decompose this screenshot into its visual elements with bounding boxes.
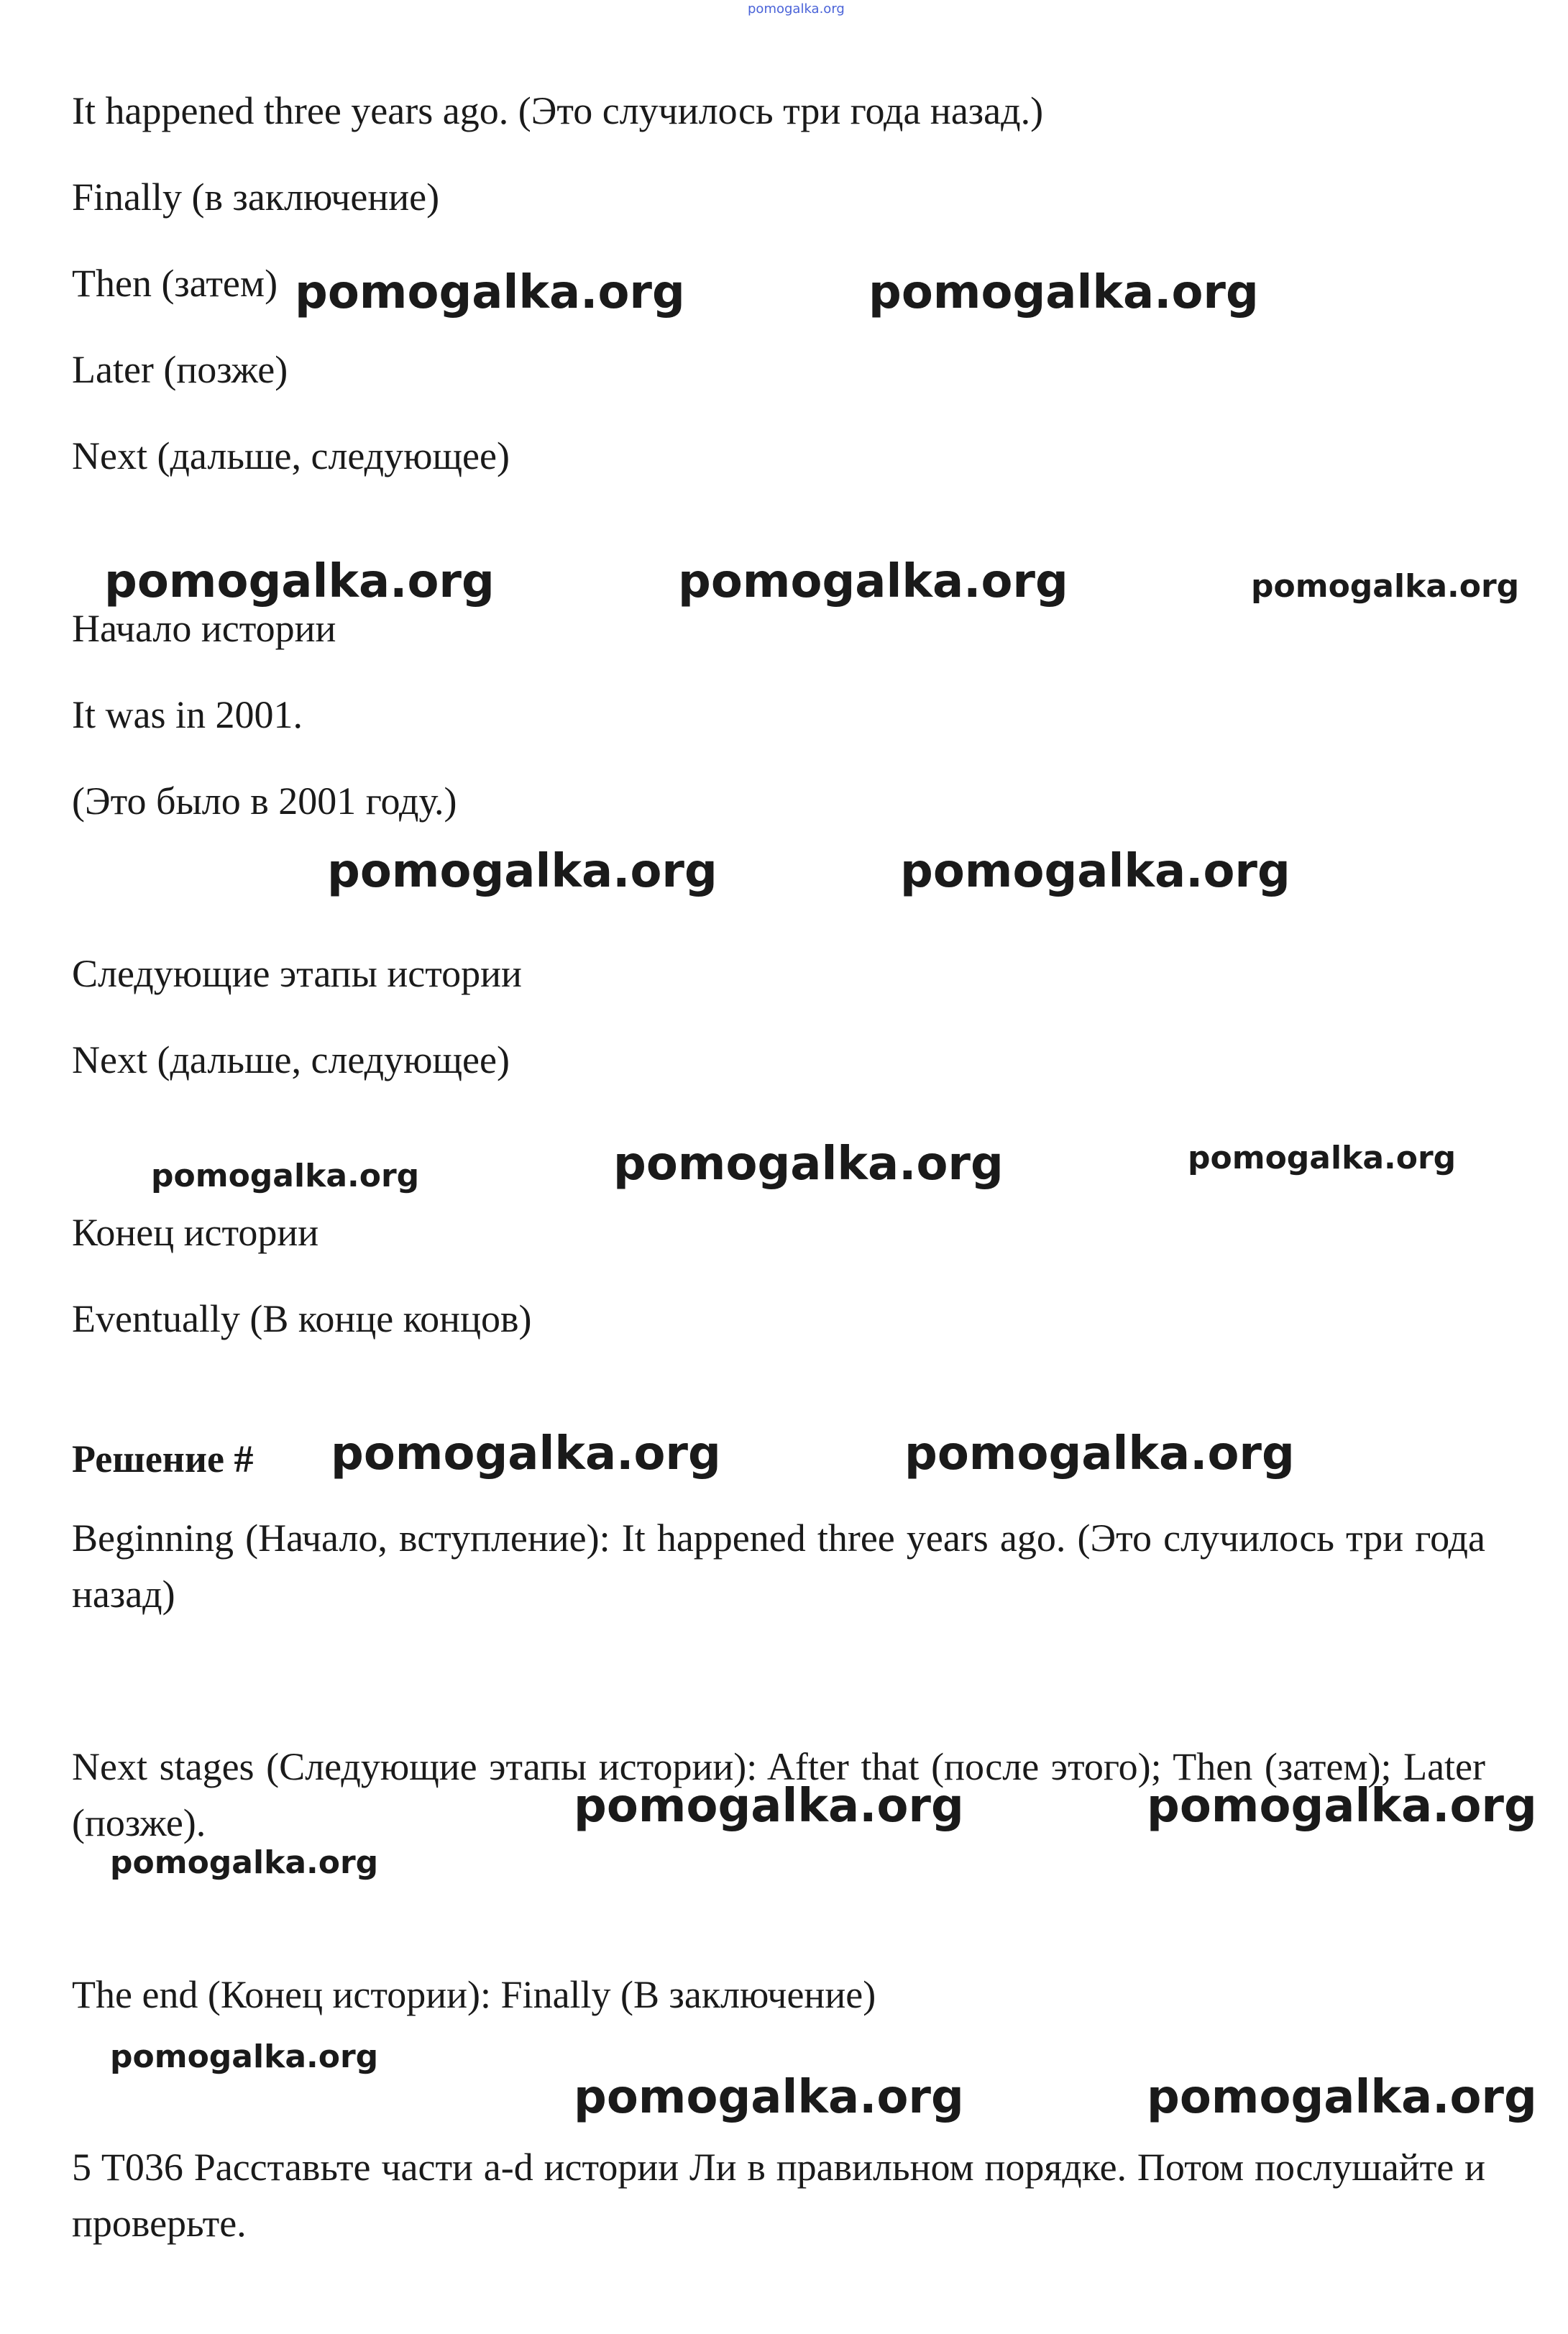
text-line: Next (дальше, следующее) — [72, 1038, 510, 1081]
text-line: It happened three years ago. (Это случилось три года назад.) — [72, 89, 1044, 132]
watermark: pomogalka.org — [331, 1427, 721, 1481]
watermark: pomogalka.org — [295, 266, 685, 319]
watermark: pomogalka.org — [110, 2038, 379, 2075]
watermark: pomogalka.org — [104, 555, 495, 608]
solution-heading: Решение # — [72, 1437, 254, 1481]
text-line: Then (затем) — [72, 262, 278, 305]
watermark: pomogalka.org — [1251, 568, 1520, 605]
watermark: pomogalka.org — [151, 1158, 420, 1194]
watermark: pomogalka.org — [574, 2071, 964, 2124]
watermark: pomogalka.org — [574, 1780, 964, 1833]
watermark: pomogalka.org — [1188, 1140, 1457, 1176]
text-line: Конец истории — [72, 1211, 319, 1254]
watermark: pomogalka.org — [1147, 1780, 1537, 1833]
watermark: pomogalka.org — [613, 1138, 1004, 1191]
watermark: pomogalka.org — [868, 266, 1259, 319]
watermark: pomogalka.org — [110, 1844, 379, 1881]
text-line: Finally (в заключение) — [72, 175, 440, 219]
watermark: pomogalka.org — [904, 1427, 1295, 1481]
text-line: Начало истории — [72, 607, 336, 650]
solution-next-stages: Next stages (Следующие этапы истории): After that (после этого); Then (затем); Later (позже). — [72, 1745, 1485, 1844]
text-line: Next (дальше, следующее) — [72, 434, 510, 477]
text-line: Later (позже) — [72, 348, 288, 391]
watermark: pomogalka.org — [1147, 2071, 1537, 2124]
text-line: Eventually (В конце концов) — [72, 1297, 532, 1340]
text-line: (Это было в 2001 году.) — [72, 779, 457, 823]
header-watermark: pomogalka.org — [748, 1, 845, 17]
watermark: pomogalka.org — [327, 845, 717, 898]
solution-beginning: Beginning (Начало, вступление): It happened three years ago. (Это случилось три года назад) — [72, 1516, 1485, 1616]
watermark: pomogalka.org — [900, 845, 1290, 898]
solution-end: The end (Конец истории): Finally (В заключение) — [72, 1973, 876, 2016]
text-line: Следующие этапы истории — [72, 952, 522, 995]
watermark: pomogalka.org — [678, 555, 1068, 608]
text-line: It was in 2001. — [72, 693, 303, 736]
task-5: 5 T036 Расставьте части a-d истории Ли в правильном порядке. Потом послушайте и проверьте. — [72, 2146, 1485, 2245]
